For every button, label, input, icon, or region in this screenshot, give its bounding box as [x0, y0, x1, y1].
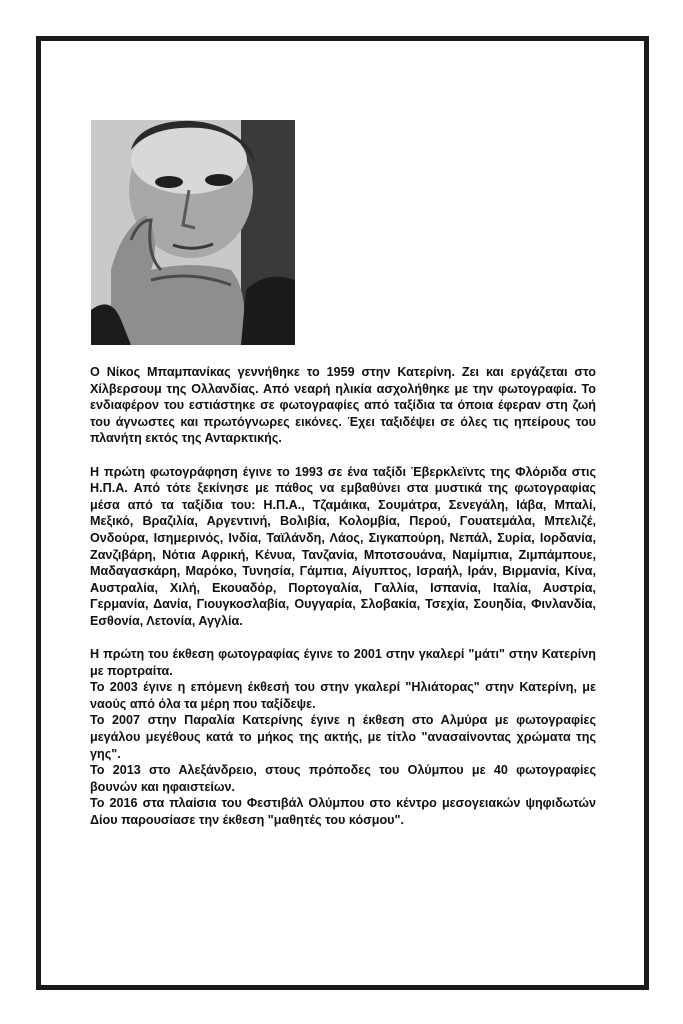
exhibition-item: Το 2013 στο Αλεξάνδρειο, στους πρόποδες του Ολύμπου με 40 φωτογραφίες βουνών και ηφαιστείων.	[90, 763, 596, 794]
exhibition-item: Το 2016 στα πλαίσια του Φεστιβάλ Ολύμπου στο κέντρο μεσογειακών ψηφιδωτών Δίου παρουσίασε την έκθεση "μαθητές του κόσμου".	[90, 796, 596, 828]
biography-text	[90, 364, 596, 829]
bio-paragraph-1: Ο Νίκος Μπαμπανίκας γεννήθηκε το 1959 στην Κατερίνη. Ζει και εργάζεται στο Χίλβερσουμ της Ολλανδίας. Από νεαρή ηλικία ασχολήθηκε με την φωτογραφία. Το ενδιαφέρον του εστιάστηκε σε φωτογραφίες από ταξίδια τα όποια έφεραν στη ζωή του άγνωστες και πρωτόγνωρες εικόνες. Έχει ταξιδέψει σε όλες τις ηπείρους του πλανήτη εκτός της Ανταρκτικής.	[90, 365, 596, 446]
exhibitions-list	[90, 646, 596, 829]
exhibition-item: Η πρώτη του έκθεση φωτογραφίας έγινε το 2001 στην γκαλερί "μάτι" στην Κατερίνη με πορτραίτα.	[90, 647, 596, 678]
exhibition-item: Το 2003 έγινε η επόμενη έκθεσή του στην γκαλερί "Ηλιάτορας" στην Κατερίνη, με ναούς από όλα τα μέρη που ταξίδεψε.	[90, 680, 596, 711]
bio-paragraph-2: Η πρώτη φωτογράφηση έγινε το 1993 σε ένα ταξίδι Έβερκλεϊντς της Φλόριδα στις Η.Π.Α. Από τότε ξεκίνησε με πάθος να εμβαθύνει στα μυστικά της φωτογραφίας μέσα από τα ταξίδια του: Η.Π.Α., Τζαμάικα, Σουμάτρα, Σενεγάλη, Ιάβα, Μπαλί, Μεξικό, Βραζιλία, Αργεντινή, Βολιβία, Κολομβία, Περού, Γουατεμάλα, Μπελιζέ, Ονδούρα, Ισημερινός, Ινδία, Ταϊλάνδη, Λάος, Σιγκαπούρη, Νεπάλ, Συρία, Ιορδανία, Ζανζιβάρη, Νότια Αφρική, Κένυα, Τανζανία, Μποτσουάνα, Ναμίμπια, Ζιμπάμπουε, Μαδαγασκάρη, Μαρόκο, Τυνησία, Γάμπια, Αίγυπτος, Ισραήλ, Ιράν, Βιρμανία, Κίνα, Αυστραλία, Χιλή, Εκουαδόρ, Πορτογαλία, Γαλλία, Ισπανία, Ιταλία, Αυστρία, Γερμανία, Δανία, Γιουγκοσλαβία, Ουγγαρία, Σλοβακία, Τσεχία, Σουηδία, Φινλανδία, Εσθονία, Λετονία, Αγγλία.	[90, 464, 596, 628]
exhibition-item: Το 2007 στην Παραλία Κατερίνης έγινε η έκθεση στο Αλμύρα με φωτογραφίες μεγάλου μεγέθους κατά το μήκος της ακτής, με τίτλο "ανασαίνοντας χρώματα της γης".	[90, 713, 596, 761]
portrait-photo	[91, 120, 295, 345]
page-frame	[36, 36, 649, 990]
portrait-illustration	[91, 120, 295, 345]
